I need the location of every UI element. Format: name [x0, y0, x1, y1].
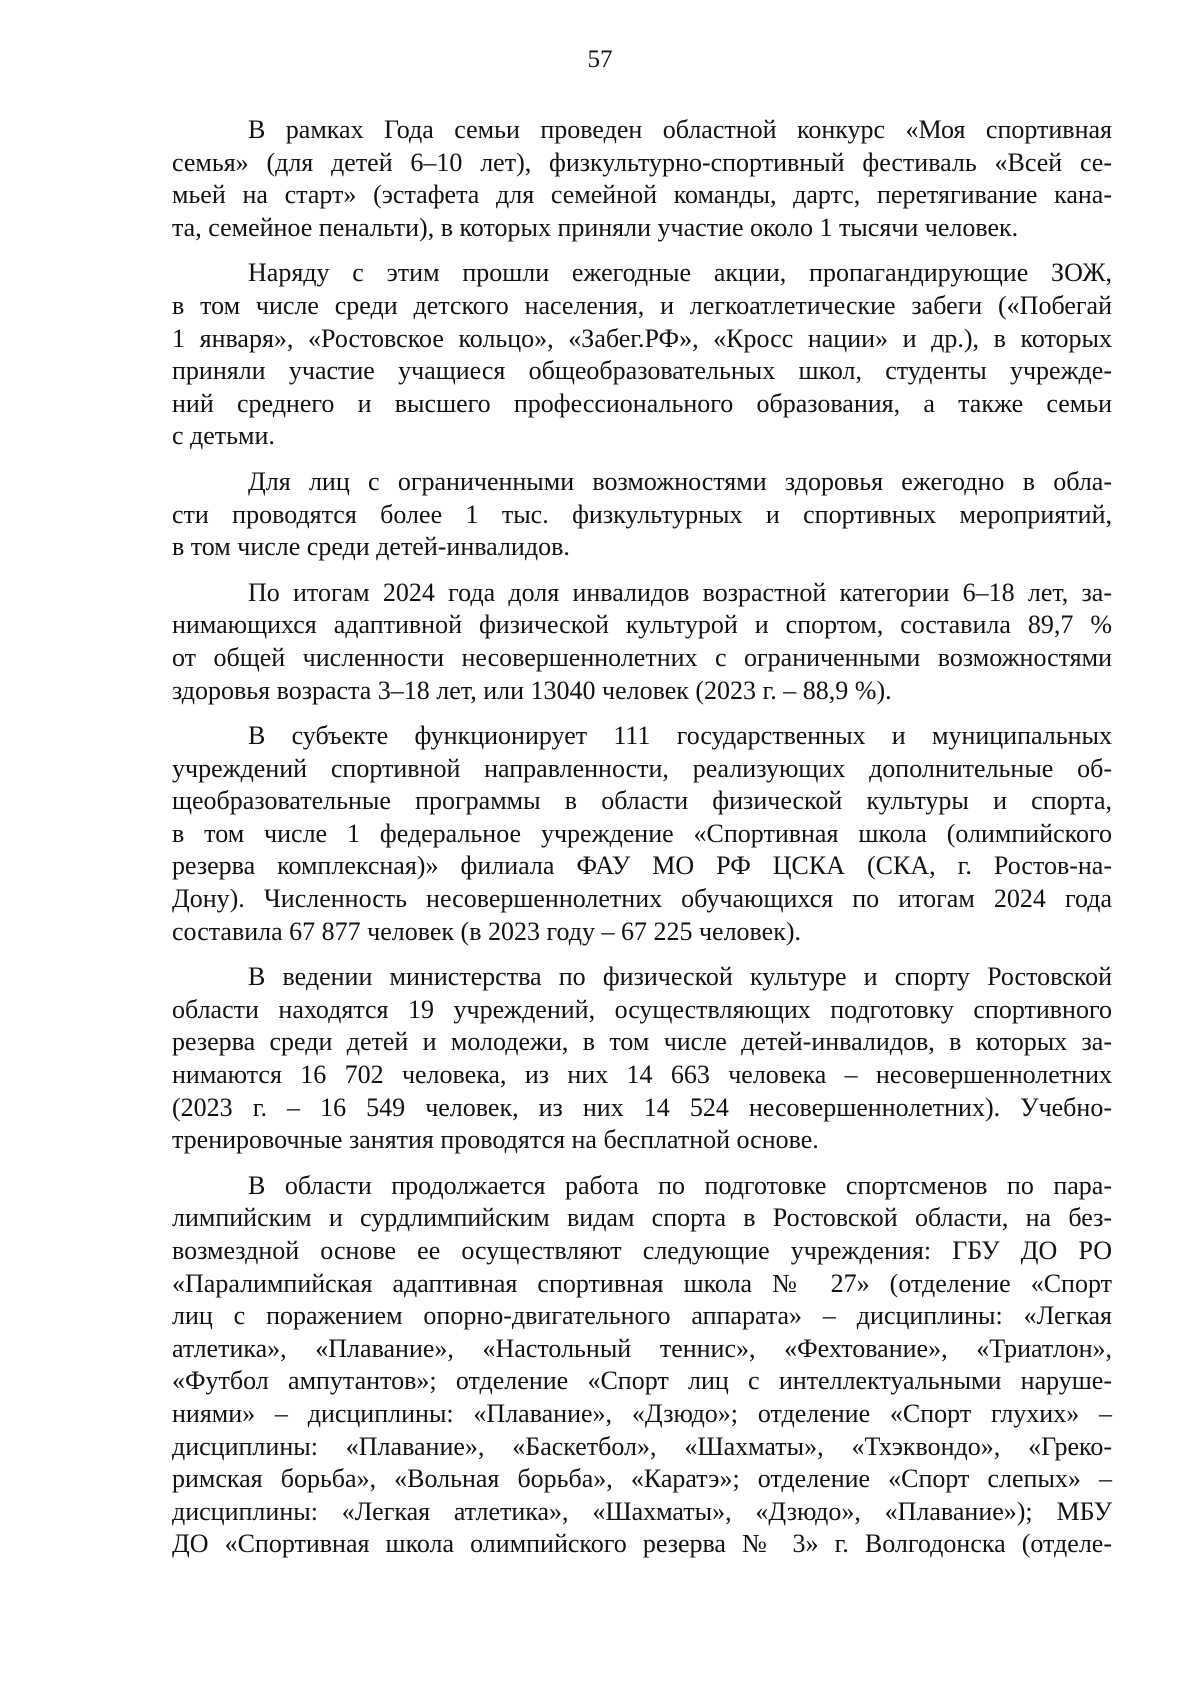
text-line: резерва среди детей и молодежи, в том числе детей-инвалидов, в которых за- [172, 1027, 1112, 1057]
text-line: В рамках Года семьи проведен областной конкурс «Моя спортивная [248, 115, 1112, 144]
text-line: учреждений спортивной направленности, реализующих дополнительные об- [172, 753, 1112, 783]
text-line: дисциплины: «Плавание», «Баскетбол», «Шахматы», «Тхэквондо», «Греко- [172, 1431, 1112, 1461]
paragraph [172, 466, 1112, 564]
text-line: Дону). Численность несовершеннолетних обучающихся по итогам 2024 года [172, 884, 1112, 914]
text-line: та, семейное пенальти), в которых приняли участие около 1 тысячи человек. [172, 212, 1019, 242]
text-line: По итогам 2024 года доля инвалидов возрастной категории 6–18 лет, за- [248, 577, 1112, 607]
paragraph [172, 577, 1112, 707]
text-line: В ведении министерства по физической культуре и спорту Ростовской [248, 962, 1112, 992]
text-line: возмездной основе ее осуществляют следующие учреждения: ГБУ ДО РО [172, 1236, 1112, 1265]
text-line: нимаются 16 702 человека, из них 14 663 человека – несовершеннолетних [172, 1060, 1112, 1090]
page-number: 57 [587, 46, 613, 73]
text-line: лиц с поражением опорно-двигательного аппарата» – дисциплины: «Легкая [172, 1301, 1112, 1331]
text-line: области находятся 19 учреждений, осуществляющих подготовку спортивного [172, 994, 1112, 1024]
text-line: «Футбол ампутантов»; отделение «Спорт лиц с интеллектуальными наруше- [172, 1366, 1112, 1396]
text-line: здоровья возраста 3–18 лет, или 13040 человек (2023 г. – 88,9 %). [172, 675, 892, 705]
text-line: ний среднего и высшего профессионального образования, а также семьи [172, 388, 1112, 418]
text-line: составила 67 877 человек (в 2023 году – 67 225 человек). [172, 916, 802, 946]
text-line: мьей на старт» (эстафета для семейной команды, дартс, перетягивание кана- [172, 180, 1112, 210]
text-line: «Паралимпийская адаптивная спортивная школа № 27» (отделение «Спорт [172, 1268, 1112, 1298]
text-line: в том числе среди детей-инвалидов. [172, 532, 570, 562]
text-line: В субъекте функционирует 111 государственных и муниципальных [248, 721, 1112, 751]
paragraph [172, 1170, 1112, 1561]
text-line: в том числе среди детского населения, и легкоатлетические забеги («Побегай [172, 290, 1112, 320]
text-line: (2023 г. – 16 549 человек, из них 14 524 несовершеннолетних). Учебно- [172, 1092, 1112, 1122]
text-line: приняли участие учащиеся общеобразовательных школ, студенты учрежде- [172, 356, 1112, 386]
text-line: сти проводятся более 1 тыс. физкультурных и спортивных мероприятий, [172, 499, 1112, 529]
paragraph [172, 114, 1112, 244]
text-line: семья» (для детей 6–10 лет), физкультурно-спортивный фестиваль «Всей се- [172, 147, 1112, 177]
text-line: нимающихся адаптивной физической культурой и спортом, составила 89,7 % [172, 610, 1112, 640]
text-line: атлетика», «Плавание», «Настольный теннис», «Фехтование», «Триатлон», [172, 1333, 1112, 1363]
text-line: В области продолжается работа по подготовке спортсменов по пара- [248, 1170, 1112, 1200]
page-body [172, 114, 1112, 1574]
text-line: Для лиц с ограниченными возможностями здоровья ежегодно в обла- [248, 466, 1112, 496]
text-line: ДО «Спортивная школа олимпийского резерва № 3» г. Волгодонска (отделе- [172, 1529, 1112, 1559]
paragraph [172, 961, 1112, 1157]
text-line: дисциплины: «Легкая атлетика», «Шахматы», «Дзюдо», «Плавание»); МБУ [172, 1496, 1112, 1526]
text-line: римская борьба», «Вольная борьба», «Каратэ»; отделение «Спорт слепых» – [172, 1464, 1112, 1494]
text-line: тренировочные занятия проводятся на бесплатной основе. [172, 1125, 819, 1155]
text-line: резерва комплексная)» филиала ФАУ МО РФ ЦСКА (СКА, г. Ростов-на- [172, 851, 1112, 881]
paragraph [172, 257, 1112, 453]
text-line: лимпийским и сурдлимпийским видам спорта в Ростовской области, на без- [172, 1203, 1112, 1233]
text-line: Наряду с этим прошли ежегодные акции, пропагандирующие ЗОЖ, [248, 258, 1112, 288]
paragraph [172, 720, 1112, 948]
text-line: ниями» – дисциплины: «Плавание», «Дзюдо»; отделение «Спорт глухих» – [172, 1398, 1112, 1428]
text-line: 1 января», «Ростовское кольцо», «Забег.РФ», «Кросс нации» и др.), в которых [172, 323, 1112, 353]
text-line: от общей численности несовершеннолетних с ограниченными возможностями [172, 642, 1112, 672]
text-line: в том числе 1 федеральное учреждение «Спортивная школа (олимпийского [172, 818, 1112, 848]
text-line: с детьми. [172, 421, 275, 451]
text-line: щеобразовательные программы в области физической культуры и спорта, [172, 786, 1112, 816]
